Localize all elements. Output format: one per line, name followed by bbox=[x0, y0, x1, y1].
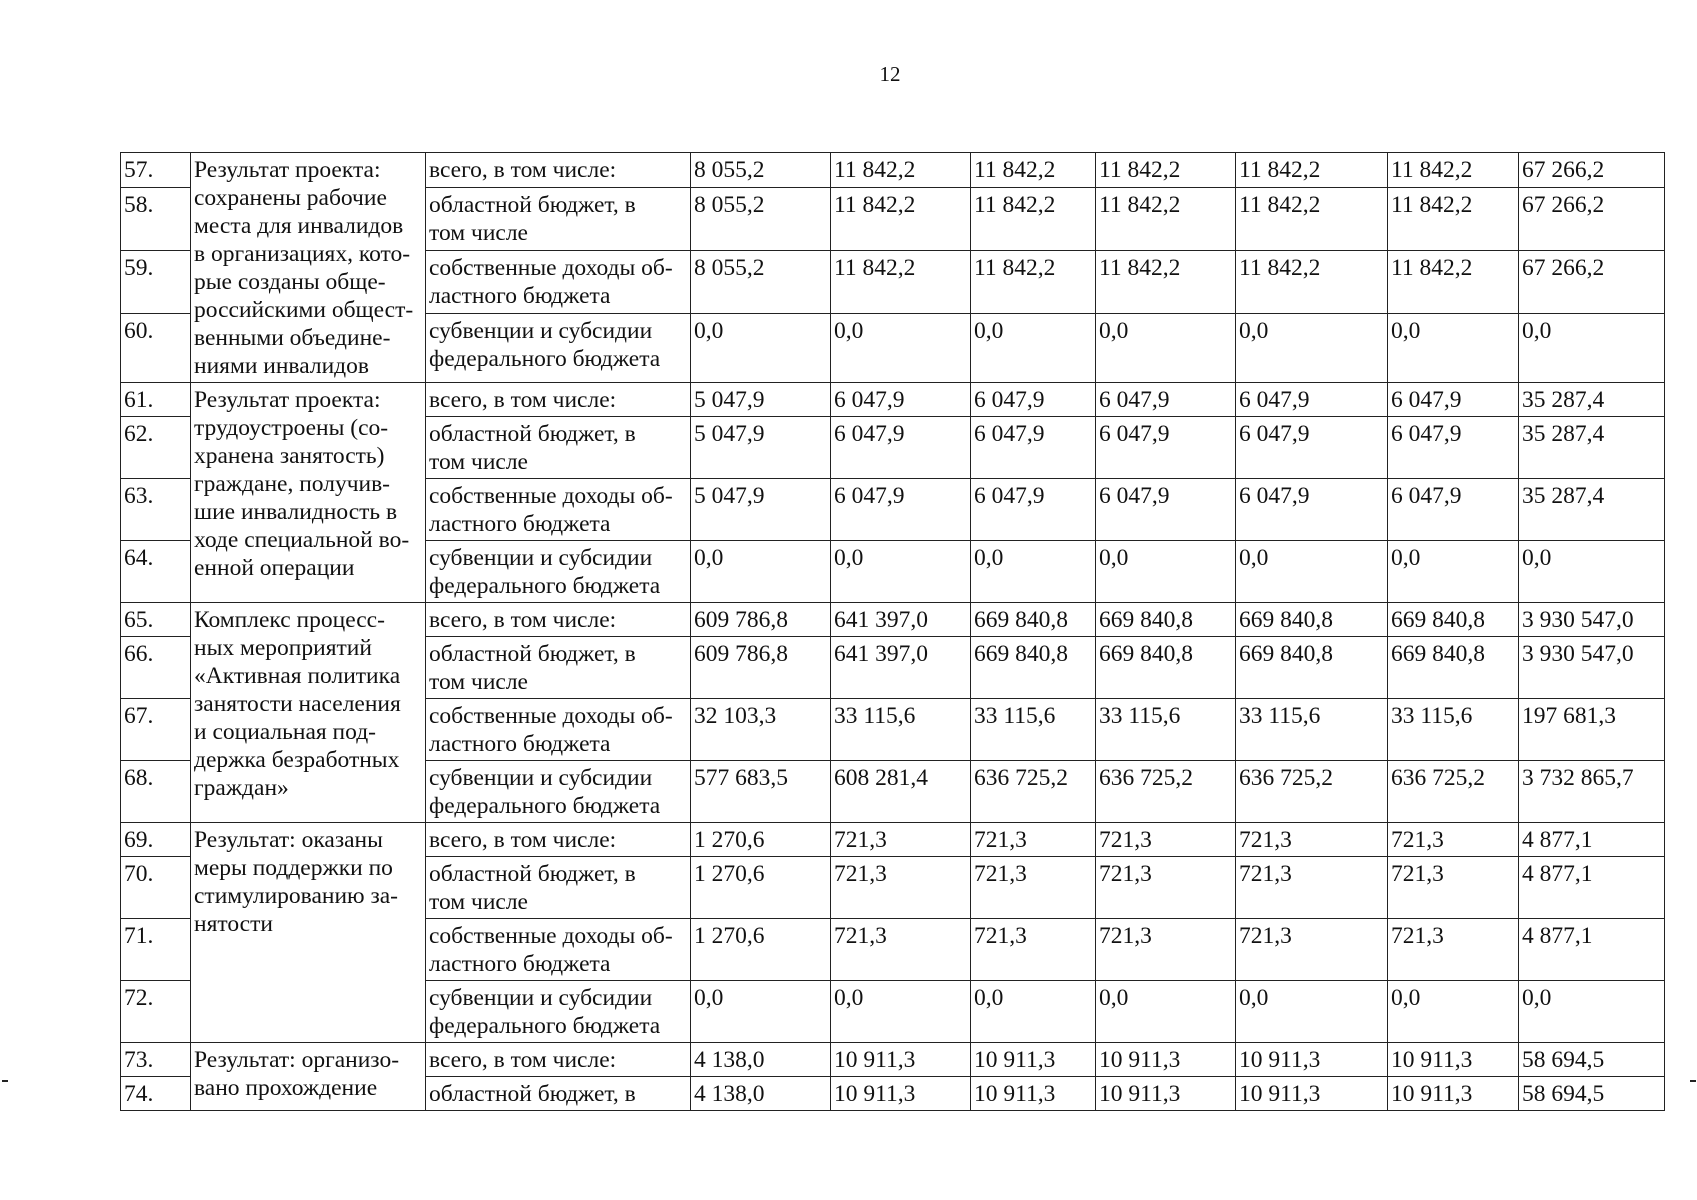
amount-cell: 11 842,2 bbox=[1096, 187, 1236, 250]
amount-cell: 6 047,9 bbox=[1096, 383, 1236, 417]
margin-mark-right bbox=[1690, 1080, 1696, 1082]
funding-source: собственные доходы об- ластного бюджета bbox=[426, 919, 691, 981]
amount-cell: 0,0 bbox=[1519, 981, 1665, 1043]
amount-cell: 4 138,0 bbox=[691, 1043, 831, 1077]
amount-cell: 58 694,5 bbox=[1519, 1043, 1665, 1077]
amount-cell: 5 047,9 bbox=[691, 417, 831, 479]
funding-source: собственные доходы об- ластного бюджета bbox=[426, 250, 691, 313]
amount-cell: 721,3 bbox=[831, 919, 971, 981]
amount-cell: 609 786,8 bbox=[691, 637, 831, 699]
amount-cell: 10 911,3 bbox=[831, 1077, 971, 1111]
amount-cell: 608 281,4 bbox=[831, 761, 971, 823]
amount-cell: 721,3 bbox=[971, 919, 1096, 981]
funding-source: всего, в том числе: bbox=[426, 603, 691, 637]
amount-cell: 11 842,2 bbox=[831, 187, 971, 250]
row-number: 65. bbox=[121, 603, 191, 637]
amount-cell: 721,3 bbox=[1096, 823, 1236, 857]
amount-cell: 67 266,2 bbox=[1519, 187, 1665, 250]
amount-cell: 10 911,3 bbox=[971, 1043, 1096, 1077]
amount-cell: 35 287,4 bbox=[1519, 383, 1665, 417]
amount-cell: 33 115,6 bbox=[831, 699, 971, 761]
amount-cell: 0,0 bbox=[831, 313, 971, 382]
row-number: 63. bbox=[121, 479, 191, 541]
amount-cell: 0,0 bbox=[971, 313, 1096, 382]
amount-cell: 32 103,3 bbox=[691, 699, 831, 761]
amount-cell: 0,0 bbox=[1096, 541, 1236, 603]
funding-source: всего, в том числе: bbox=[426, 823, 691, 857]
amount-cell: 0,0 bbox=[1388, 541, 1519, 603]
amount-cell: 6 047,9 bbox=[1236, 383, 1388, 417]
funding-source: областной бюджет, в том числе bbox=[426, 857, 691, 919]
amount-cell: 33 115,6 bbox=[1236, 699, 1388, 761]
amount-cell: 6 047,9 bbox=[971, 417, 1096, 479]
row-number: 60. bbox=[121, 313, 191, 382]
amount-cell: 4 138,0 bbox=[691, 1077, 831, 1111]
amount-cell: 0,0 bbox=[1388, 981, 1519, 1043]
amount-cell: 0,0 bbox=[1096, 313, 1236, 382]
amount-cell: 641 397,0 bbox=[831, 637, 971, 699]
funding-source: всего, в том числе: bbox=[426, 153, 691, 188]
amount-cell: 577 683,5 bbox=[691, 761, 831, 823]
amount-cell: 3 732 865,7 bbox=[1519, 761, 1665, 823]
amount-cell: 11 842,2 bbox=[1388, 187, 1519, 250]
amount-cell: 6 047,9 bbox=[971, 479, 1096, 541]
amount-cell: 10 911,3 bbox=[1236, 1077, 1388, 1111]
amount-cell: 721,3 bbox=[971, 857, 1096, 919]
table-row bbox=[121, 153, 1665, 188]
amount-cell: 721,3 bbox=[1096, 919, 1236, 981]
row-number: 59. bbox=[121, 250, 191, 313]
budget-table-body bbox=[121, 153, 1665, 1111]
amount-cell: 636 725,2 bbox=[1236, 761, 1388, 823]
page-number: 12 bbox=[879, 62, 901, 86]
row-number: 66. bbox=[121, 637, 191, 699]
funding-source: областной бюджет, в том числе bbox=[426, 187, 691, 250]
funding-source: собственные доходы об- ластного бюджета bbox=[426, 699, 691, 761]
amount-cell: 11 842,2 bbox=[971, 250, 1096, 313]
row-number: 69. bbox=[121, 823, 191, 857]
amount-cell: 10 911,3 bbox=[1236, 1043, 1388, 1077]
amount-cell: 11 842,2 bbox=[1236, 153, 1388, 188]
amount-cell: 1 270,6 bbox=[691, 823, 831, 857]
row-number: 64. bbox=[121, 541, 191, 603]
amount-cell: 636 725,2 bbox=[1388, 761, 1519, 823]
amount-cell: 1 270,6 bbox=[691, 919, 831, 981]
amount-cell: 721,3 bbox=[1388, 857, 1519, 919]
amount-cell: 4 877,1 bbox=[1519, 919, 1665, 981]
amount-cell: 11 842,2 bbox=[971, 153, 1096, 188]
amount-cell: 0,0 bbox=[1096, 981, 1236, 1043]
amount-cell: 8 055,2 bbox=[691, 187, 831, 250]
amount-cell: 0,0 bbox=[691, 313, 831, 382]
amount-cell: 10 911,3 bbox=[971, 1077, 1096, 1111]
amount-cell: 11 842,2 bbox=[831, 250, 971, 313]
row-number: 71. bbox=[121, 919, 191, 981]
amount-cell: 0,0 bbox=[1236, 981, 1388, 1043]
amount-cell: 669 840,8 bbox=[1236, 603, 1388, 637]
amount-cell: 636 725,2 bbox=[1096, 761, 1236, 823]
amount-cell: 669 840,8 bbox=[1388, 637, 1519, 699]
amount-cell: 721,3 bbox=[1236, 823, 1388, 857]
funding-source: областной бюджет, в том числе bbox=[426, 637, 691, 699]
row-number: 70. bbox=[121, 857, 191, 919]
result-description: Результат: оказаны меры поддержки по стимулированию за- нятости bbox=[191, 823, 426, 1043]
amount-cell: 609 786,8 bbox=[691, 603, 831, 637]
amount-cell: 5 047,9 bbox=[691, 479, 831, 541]
amount-cell: 6 047,9 bbox=[1388, 479, 1519, 541]
amount-cell: 11 842,2 bbox=[831, 153, 971, 188]
table-row bbox=[121, 1043, 1665, 1077]
amount-cell: 6 047,9 bbox=[971, 383, 1096, 417]
funding-source: субвенции и субсидии федерального бюджета bbox=[426, 761, 691, 823]
funding-source: областной бюджет, в bbox=[426, 1077, 691, 1111]
amount-cell: 721,3 bbox=[971, 823, 1096, 857]
amount-cell: 8 055,2 bbox=[691, 153, 831, 188]
amount-cell: 3 930 547,0 bbox=[1519, 603, 1665, 637]
amount-cell: 33 115,6 bbox=[1388, 699, 1519, 761]
result-description: Результат проекта: трудоустроены (со- хранена занятость) граждане, получив- шие инвалидность в ходе специальной во- енной операции bbox=[191, 383, 426, 603]
amount-cell: 6 047,9 bbox=[1388, 383, 1519, 417]
amount-cell: 6 047,9 bbox=[1096, 417, 1236, 479]
amount-cell: 6 047,9 bbox=[831, 417, 971, 479]
amount-cell: 721,3 bbox=[1388, 823, 1519, 857]
amount-cell: 58 694,5 bbox=[1519, 1077, 1665, 1111]
amount-cell: 0,0 bbox=[1236, 313, 1388, 382]
amount-cell: 6 047,9 bbox=[1236, 479, 1388, 541]
row-number: 58. bbox=[121, 187, 191, 250]
result-description: Результат: организо- вано прохождение bbox=[191, 1043, 426, 1111]
amount-cell: 3 930 547,0 bbox=[1519, 637, 1665, 699]
amount-cell: 67 266,2 bbox=[1519, 250, 1665, 313]
amount-cell: 0,0 bbox=[831, 541, 971, 603]
result-description: Комплекс процесс- ных мероприятий «Активная политика занятости населения и социальная под- держка безработных граждан» bbox=[191, 603, 426, 823]
amount-cell: 10 911,3 bbox=[1388, 1077, 1519, 1111]
amount-cell: 6 047,9 bbox=[1388, 417, 1519, 479]
amount-cell: 0,0 bbox=[831, 981, 971, 1043]
row-number: 62. bbox=[121, 417, 191, 479]
amount-cell: 721,3 bbox=[1236, 919, 1388, 981]
amount-cell: 721,3 bbox=[1388, 919, 1519, 981]
amount-cell: 0,0 bbox=[691, 981, 831, 1043]
funding-source: всего, в том числе: bbox=[426, 1043, 691, 1077]
amount-cell: 669 840,8 bbox=[1236, 637, 1388, 699]
amount-cell: 669 840,8 bbox=[1096, 603, 1236, 637]
amount-cell: 0,0 bbox=[1519, 313, 1665, 382]
amount-cell: 33 115,6 bbox=[1096, 699, 1236, 761]
amount-cell: 11 842,2 bbox=[1096, 153, 1236, 188]
amount-cell: 4 877,1 bbox=[1519, 857, 1665, 919]
amount-cell: 6 047,9 bbox=[831, 479, 971, 541]
amount-cell: 669 840,8 bbox=[971, 637, 1096, 699]
amount-cell: 0,0 bbox=[971, 541, 1096, 603]
amount-cell: 636 725,2 bbox=[971, 761, 1096, 823]
row-number: 57. bbox=[121, 153, 191, 188]
amount-cell: 6 047,9 bbox=[1096, 479, 1236, 541]
row-number: 72. bbox=[121, 981, 191, 1043]
funding-source: субвенции и субсидии федерального бюджета bbox=[426, 313, 691, 382]
amount-cell: 0,0 bbox=[691, 541, 831, 603]
funding-source: собственные доходы об- ластного бюджета bbox=[426, 479, 691, 541]
row-number: 73. bbox=[121, 1043, 191, 1077]
amount-cell: 8 055,2 bbox=[691, 250, 831, 313]
funding-source: субвенции и субсидии федерального бюджета bbox=[426, 541, 691, 603]
amount-cell: 641 397,0 bbox=[831, 603, 971, 637]
amount-cell: 11 842,2 bbox=[1236, 250, 1388, 313]
amount-cell: 0,0 bbox=[1388, 313, 1519, 382]
result-description: Результат проекта: сохранены рабочие места для инвалидов в организациях, кото- рые созданы обще- российскими общест- венными объедине- ниями инвалидов bbox=[191, 153, 426, 383]
amount-cell: 67 266,2 bbox=[1519, 153, 1665, 188]
row-number: 74. bbox=[121, 1077, 191, 1111]
amount-cell: 1 270,6 bbox=[691, 857, 831, 919]
table-row bbox=[121, 383, 1665, 417]
amount-cell: 11 842,2 bbox=[1388, 250, 1519, 313]
amount-cell: 721,3 bbox=[831, 857, 971, 919]
amount-cell: 11 842,2 bbox=[971, 187, 1096, 250]
row-number: 68. bbox=[121, 761, 191, 823]
funding-source: субвенции и субсидии федерального бюджета bbox=[426, 981, 691, 1043]
amount-cell: 0,0 bbox=[1236, 541, 1388, 603]
amount-cell: 0,0 bbox=[1519, 541, 1665, 603]
amount-cell: 4 877,1 bbox=[1519, 823, 1665, 857]
amount-cell: 11 842,2 bbox=[1388, 153, 1519, 188]
amount-cell: 10 911,3 bbox=[1388, 1043, 1519, 1077]
margin-mark-left bbox=[2, 1080, 8, 1082]
amount-cell: 10 911,3 bbox=[1096, 1043, 1236, 1077]
amount-cell: 721,3 bbox=[831, 823, 971, 857]
row-number: 67. bbox=[121, 699, 191, 761]
amount-cell: 197 681,3 bbox=[1519, 699, 1665, 761]
row-number: 61. bbox=[121, 383, 191, 417]
amount-cell: 669 840,8 bbox=[971, 603, 1096, 637]
amount-cell: 11 842,2 bbox=[1096, 250, 1236, 313]
amount-cell: 0,0 bbox=[971, 981, 1096, 1043]
amount-cell: 669 840,8 bbox=[1388, 603, 1519, 637]
budget-table bbox=[120, 152, 1665, 1111]
amount-cell: 10 911,3 bbox=[831, 1043, 971, 1077]
amount-cell: 6 047,9 bbox=[831, 383, 971, 417]
amount-cell: 721,3 bbox=[1096, 857, 1236, 919]
amount-cell: 35 287,4 bbox=[1519, 417, 1665, 479]
amount-cell: 33 115,6 bbox=[971, 699, 1096, 761]
amount-cell: 11 842,2 bbox=[1236, 187, 1388, 250]
amount-cell: 35 287,4 bbox=[1519, 479, 1665, 541]
amount-cell: 669 840,8 bbox=[1096, 637, 1236, 699]
funding-source: областной бюджет, в том числе bbox=[426, 417, 691, 479]
amount-cell: 5 047,9 bbox=[691, 383, 831, 417]
amount-cell: 721,3 bbox=[1236, 857, 1388, 919]
table-row bbox=[121, 823, 1665, 857]
amount-cell: 6 047,9 bbox=[1236, 417, 1388, 479]
amount-cell: 10 911,3 bbox=[1096, 1077, 1236, 1111]
table-row bbox=[121, 603, 1665, 637]
funding-source: всего, в том числе: bbox=[426, 383, 691, 417]
